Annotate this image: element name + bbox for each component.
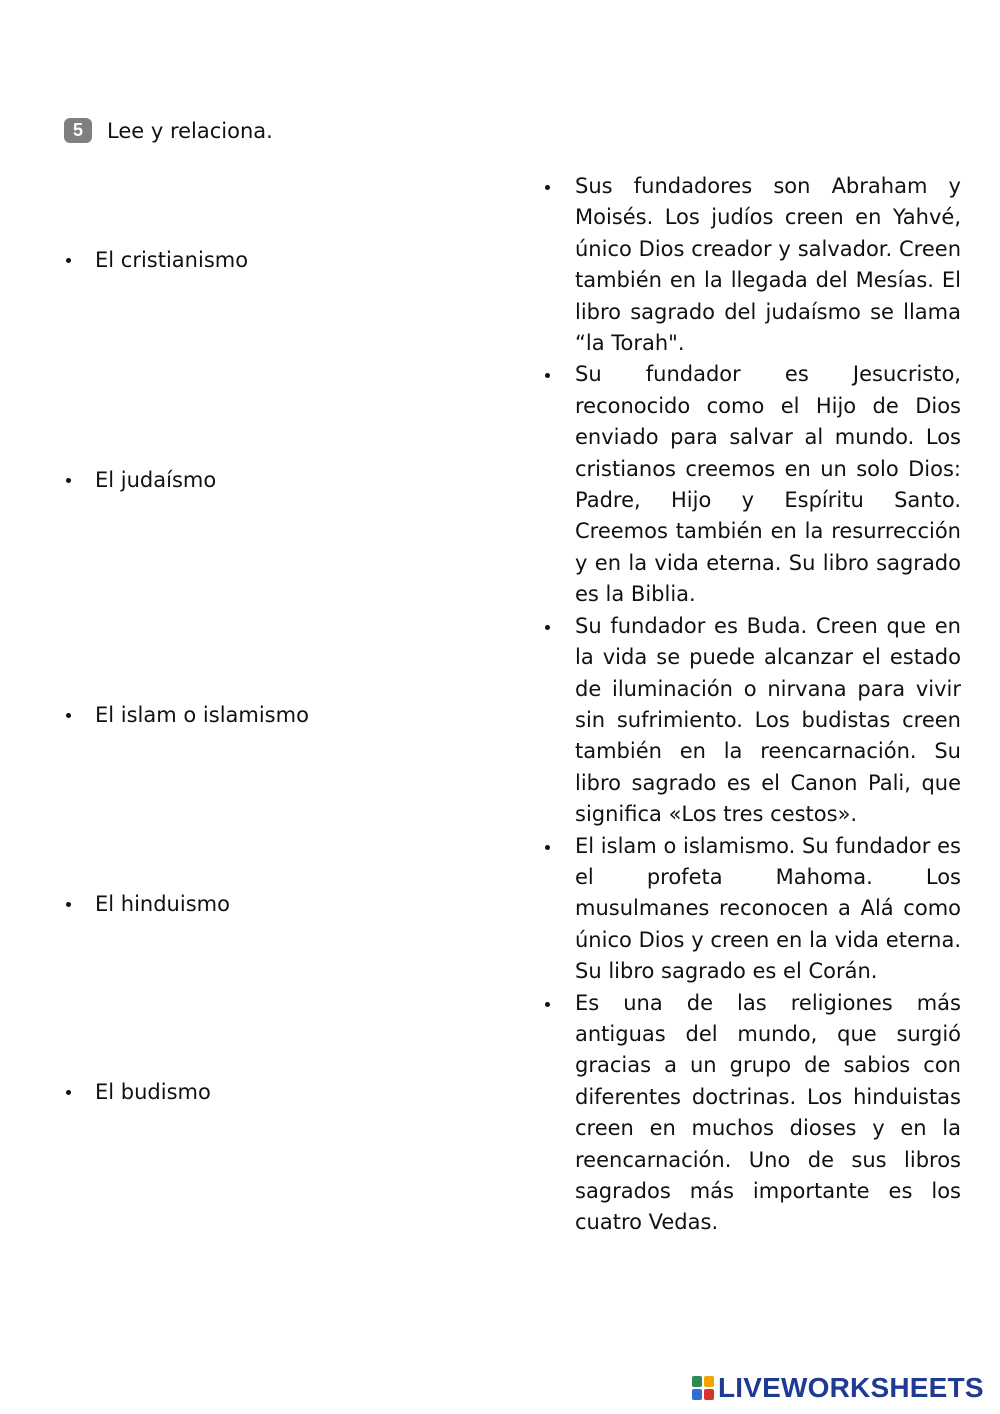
description-text: Sus fundadores son Abraham y Moisés. Los judíos creen en Yahvé, único Dios creador y salvador. Creen también en la llegada del Mesías. El libro sagrado del judaísmo se llama “la Torah". xyxy=(575,174,961,356)
logo-tile xyxy=(704,1389,714,1400)
bullet-icon xyxy=(66,478,71,483)
left-list-item xyxy=(66,246,248,274)
bullet-icon xyxy=(545,373,550,378)
logo-text: LIVEWORKSHEETS xyxy=(718,1372,984,1403)
logo-mark-icon xyxy=(692,1376,714,1400)
description-item xyxy=(545,831,961,988)
exercise-header xyxy=(64,118,273,143)
bullet-icon xyxy=(66,902,71,907)
logo-tile xyxy=(692,1389,702,1400)
bullet-icon xyxy=(545,1002,550,1007)
left-list-item xyxy=(66,1078,211,1106)
exercise-instruction: Lee y relaciona. xyxy=(107,118,273,143)
bullet-icon xyxy=(545,185,550,190)
bullet-icon xyxy=(66,258,71,263)
left-item-label: El cristianismo xyxy=(95,248,249,272)
bullet-icon xyxy=(66,1090,71,1095)
description-item xyxy=(545,359,961,610)
left-item-label: El budismo xyxy=(95,1080,211,1104)
bullet-icon xyxy=(545,845,550,850)
left-item-label: El hinduismo xyxy=(95,892,230,916)
description-text: Su fundador es Buda. Creen que en la vida se puede alcanzar el estado de iluminación o nirvana para vivir sin sufrimiento. Los budistas creen también en la reencarnación. Su libro sagrado es el Canon Pali, que significa «Los tres cestos». xyxy=(575,613,961,827)
logo-tile xyxy=(704,1376,714,1387)
exercise-number-badge: 5 xyxy=(64,118,92,143)
logo-tile xyxy=(692,1376,702,1387)
description-item xyxy=(545,171,961,359)
bullet-icon xyxy=(66,713,71,718)
description-text: Su fundador es Jesucristo, reconocido como el Hijo de Dios enviado para salvar al mundo. Los cristianos creemos en un solo Dios: Padre, Hijo y Espíritu Santo. Creemos también en la resurrección y en la vida eterna. Su libro sagrado es la Biblia. xyxy=(575,362,961,607)
description-text: Es una de las religiones más antiguas del mundo, que surgió gracias a un grupo de sabios con diferentes doctrinas. Los hinduistas creen en muchos dioses y en la reencarnación. Uno de sus libros sagrados más importante es los cuatro Vedas. xyxy=(575,990,961,1235)
left-item-label: El judaísmo xyxy=(95,468,217,492)
left-item-label: El islam o islamismo xyxy=(95,703,309,727)
liveworksheets-logo xyxy=(692,1372,984,1404)
left-list-item xyxy=(66,466,216,494)
left-list-item xyxy=(66,701,309,729)
description-item xyxy=(545,611,961,831)
left-list-item xyxy=(66,890,230,918)
bullet-icon xyxy=(545,625,550,630)
description-text: El islam o islamismo. Su fundador es el profeta Mahoma. Los musulmanes reconocen a Alá como único Dios y creen en la vida eterna. Su libro sagrado es el Corán. xyxy=(575,833,961,984)
description-list xyxy=(545,171,961,1239)
description-item xyxy=(545,988,961,1239)
